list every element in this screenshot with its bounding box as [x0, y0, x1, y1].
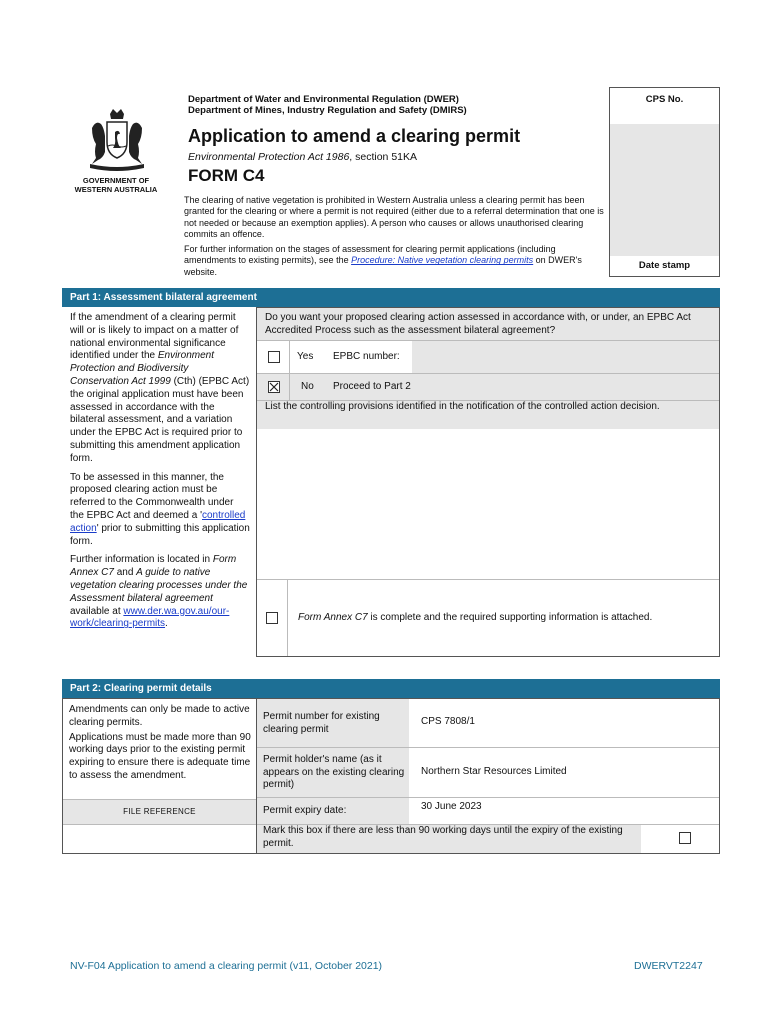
intro-paragraph-2: For further information on the stages of assessment for clearing permit applications (including amendments to existing permits), see the Procedure: Native vegetation clearing permits on DWER's website. [184, 244, 582, 277]
no-action-text: Proceed to Part 2 [333, 381, 411, 392]
permit-holder-field[interactable] [409, 748, 719, 797]
epbc-number-label: EPBC number: [333, 351, 400, 362]
department-names [188, 94, 467, 116]
permit-number-row [257, 699, 719, 747]
part2-guidance-2: Applications must be made more than 90 working days prior to the existing permit expiring to ensure there is adequate time to assess the amendment. [69, 731, 251, 781]
cps-number-label: CPS No. [610, 88, 719, 124]
part1-guidance-2: To be assessed in this manner, the proposed clearing action must be referred to the Commonwealth under the EPBC Act and deemed a 'controlled action' prior to submitting this application form. [70, 471, 250, 547]
controlling-provisions-field[interactable] [257, 429, 719, 579]
part1-guidance-3: Further information is located in Form Annex C7 and A guide to native vegetation clearing processes under the Assessment bilateral agreement available at www.der.wa.gov.au/our-work/clearing-permits. [70, 554, 248, 630]
part1-guidance [70, 312, 250, 637]
part2-heading: Part 2: Clearing permit details [62, 679, 720, 698]
date-stamp-label: Date stamp [610, 256, 719, 276]
annex-row [257, 580, 719, 656]
no-checkbox[interactable] [268, 381, 280, 393]
dept-dmirs: Department of Mines, Industry Regulation and Safety (DMIRS) [188, 105, 467, 116]
yes-row [257, 341, 719, 373]
footer-form-reference: NV-F04 Application to amend a clearing permit (v11, October 2021) [70, 960, 383, 972]
act-name: Environmental Protection Act 1986 [188, 151, 350, 163]
part2-guidance-1: Amendments can only be made to active clearing permits. [69, 704, 250, 728]
permit-number-value: CPS 7808/1 [421, 716, 475, 727]
intro-text [184, 195, 604, 282]
epbc-number-field[interactable] [412, 341, 719, 373]
der-website-link[interactable]: www.der.wa.gov.au/our-work/clearing-permits [70, 605, 230, 630]
act-section: , section 51KA [349, 151, 418, 163]
wa-coat-of-arms-logo [86, 108, 148, 176]
permit-number-label: Permit number for existing clearing permit [263, 711, 380, 735]
yes-checkbox[interactable] [268, 351, 280, 363]
part1-table [256, 307, 720, 657]
ninety-days-label: Mark this box if there are less than 90 working days until the expiry of the existing permit. [263, 825, 623, 849]
file-reference-cell [63, 800, 256, 824]
yes-label: Yes [297, 351, 314, 362]
file-reference-field[interactable] [63, 825, 256, 853]
permit-number-field[interactable] [409, 699, 719, 747]
part1-heading: Part 1: Assessment bilateral agreement [62, 288, 720, 307]
footer-document-code: DWERVT2247 [634, 960, 703, 972]
cps-stamp-box [609, 87, 720, 277]
ninety-days-cell [641, 825, 719, 853]
part1-guidance-1: If the amendment of a clearing permit will or is likely to impact on a matter of national environmental significance identified under the Environment Protection and Biodiversity Conservation Act 1999 (Cth) (EPBC Act) the original application must have been assessed in accordance with the bilateral assessment, and a variation under the EPBC Act is required prior to submitting this amendment application form. [70, 312, 250, 464]
intro-paragraph-1: The clearing of native vegetation is prohibited in Western Australia unless a clearing permit has been granted for the clearing or where a permit is not required (either due to a referral determination that one is not needed or because an exemption applies). A person who causes or allows unauthorised clearing commits an offence. [184, 195, 604, 239]
procedure-link[interactable]: Procedure: Native vegetation clearing permits [351, 255, 534, 266]
form-code: FORM C4 [188, 166, 265, 185]
permit-holder-value: Northern Star Resources Limited [421, 766, 567, 777]
part2-guidance [69, 704, 253, 789]
expiry-label: Permit expiry date: [263, 805, 347, 816]
epbc-question: Do you want your proposed clearing action assessed in accordance with, or under, an EPBC Act Accredited Process such as the assessment bilateral agreement? [257, 308, 719, 340]
government-of-wa-label: GOVERNMENT OF WESTERN AUSTRALIA [74, 176, 158, 194]
dept-dwer: Department of Water and Environmental Regulation (DWER) [188, 94, 459, 105]
permit-holder-row [257, 748, 719, 797]
expiry-field[interactable] [409, 798, 719, 824]
part2-table [62, 698, 720, 854]
expiry-value: 30 June 2023 [421, 801, 482, 812]
annex-checkbox[interactable] [266, 612, 278, 624]
ninety-days-checkbox[interactable] [679, 832, 691, 844]
expiry-row [257, 798, 719, 824]
permit-holder-label: Permit holder's name (as it appears on the existing clearing permit) [263, 754, 405, 790]
no-label: No [301, 381, 314, 392]
annex-complete-text: Form Annex C7 is complete and the required supporting information is attached. [298, 612, 653, 623]
act-reference [188, 151, 417, 163]
no-row [257, 374, 719, 400]
page-title: Application to amend a clearing permit [188, 126, 521, 146]
ninety-days-row [257, 825, 641, 853]
controlling-provisions-label: List the controlling provisions identified in the notification of the controlled action decision. [257, 401, 719, 429]
controlled-action-link[interactable]: controlled action [70, 509, 246, 534]
file-reference-label: FILE REFERENCE [123, 807, 196, 816]
